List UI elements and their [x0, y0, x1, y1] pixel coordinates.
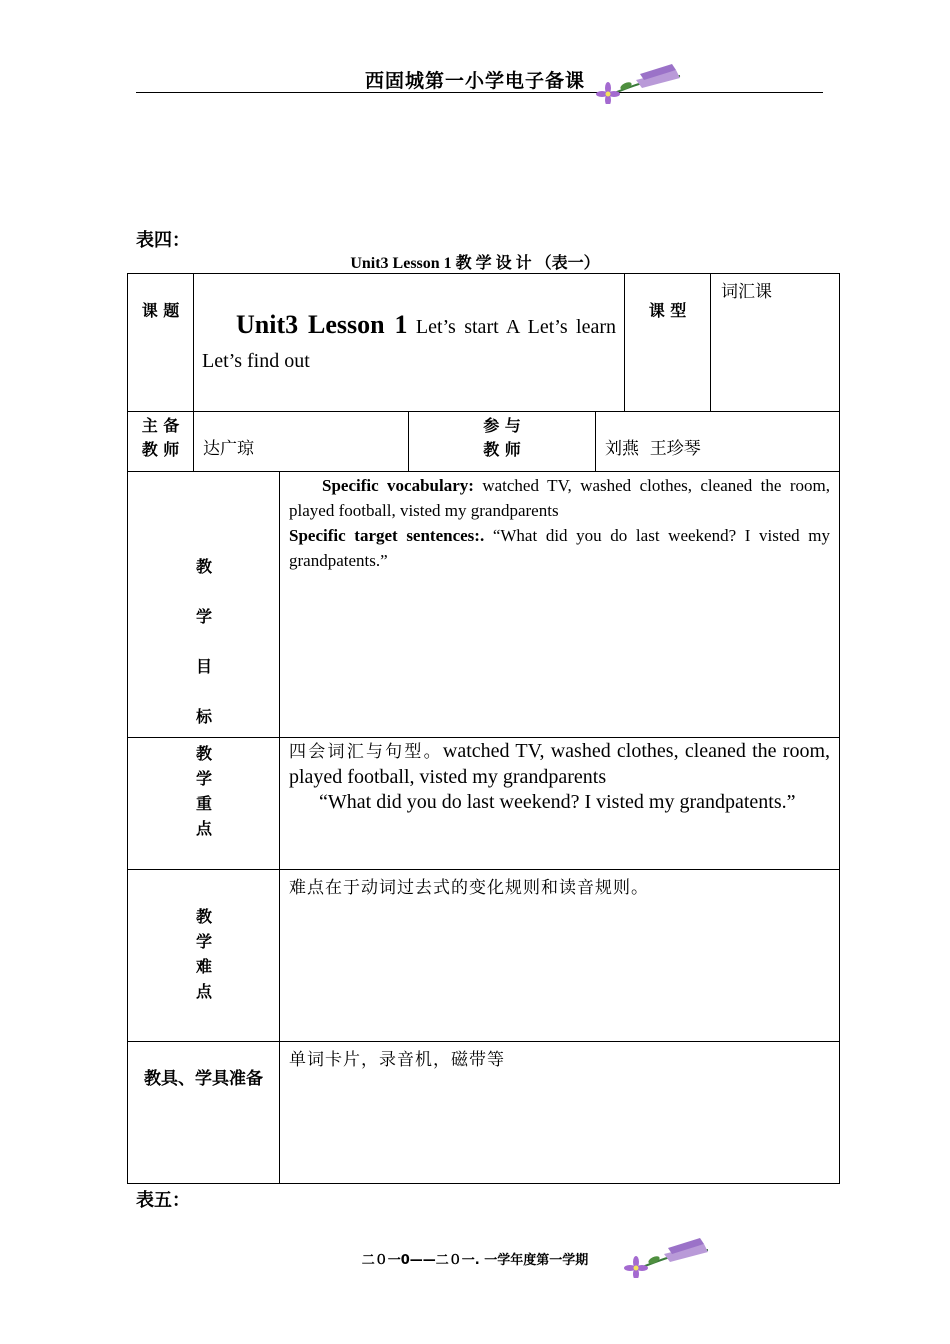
objectives-label: 教 学 目 标 [195, 557, 212, 726]
objectives-content-cell [279, 471, 840, 738]
key-points-label: 教 学 重 点 [195, 744, 212, 838]
topic-title-subtitle: Let’s start A Let’s learn Let’s find out [202, 316, 616, 372]
materials-content-cell [279, 1041, 840, 1184]
type-label-cell [624, 273, 711, 412]
flower-decoration-icon [592, 56, 684, 104]
vocab-label: Specific vocabulary: [322, 476, 474, 495]
objectives-label-cell [127, 471, 280, 738]
section-five-label: 表五： [136, 1190, 190, 1211]
key-points-prefix: 四会词汇与句型。 [289, 742, 443, 762]
topic-title-main: Unit3 Lesson 1 [236, 310, 408, 339]
type-label: 课 型 [648, 301, 687, 320]
topic-label-cell [127, 273, 194, 412]
topic-label: 课 题 [141, 301, 180, 320]
sentences-label: Specific target sentences:. [289, 526, 485, 545]
school-header-title: 西固城第一小学电子备课 [364, 70, 585, 92]
topic-title-cell [193, 273, 625, 412]
topic-title [202, 308, 616, 378]
difficulties-value: 难点在于动词过去式的变化规则和读音规则。 [289, 878, 649, 898]
key-points-text [289, 739, 830, 815]
header-divider [136, 92, 823, 93]
participants-label: 参 与 教 师 [483, 416, 521, 459]
table-caption: Unit3 Lesson 1 教 学 设 计 （表一） [350, 255, 600, 272]
materials-value: 单词卡片，录音机，磁带等 [289, 1050, 505, 1070]
key-points-sentence: “What did you do last weekend? I visted my grandpatents.” [319, 791, 796, 813]
footer-term: 二０一0——二０一. 一学年度第一学期 [361, 1253, 589, 1268]
type-value-cell [710, 273, 840, 412]
key-points-words: watched TV, washed clothes, cleaned the room, played football, visted my grandparents [289, 740, 831, 788]
participants-value: 刘燕 王珍琴 [605, 439, 701, 459]
section-four-label: 表四： [136, 230, 190, 251]
flower-decoration-icon [620, 1230, 712, 1278]
participants-label-cell [408, 411, 596, 472]
materials-label: 教具、学具准备 [144, 1069, 263, 1089]
difficulties-content-cell [279, 869, 840, 1042]
key-points-label-cell [127, 737, 280, 870]
vocab-text: watched TV, washed clothes, cleaned the room, played football, visted my grandparents [289, 476, 830, 520]
lead-teacher-value-cell [193, 411, 409, 472]
lead-teacher-label: 主 备 教 师 [141, 416, 180, 459]
key-points-content-cell [279, 737, 840, 870]
type-value: 词汇课 [721, 282, 772, 302]
objectives-text [289, 473, 830, 573]
participants-value-cell [595, 411, 840, 472]
difficulties-label-cell [127, 869, 280, 1042]
sentences-text: “What did you do last weekend? I visted my grandpatents.” [289, 526, 830, 570]
lead-teacher-label-cell [127, 411, 194, 472]
lead-teacher-value: 达广琼 [203, 439, 254, 459]
materials-label-cell [127, 1041, 280, 1184]
difficulties-label: 教 学 难 点 [195, 907, 212, 1001]
